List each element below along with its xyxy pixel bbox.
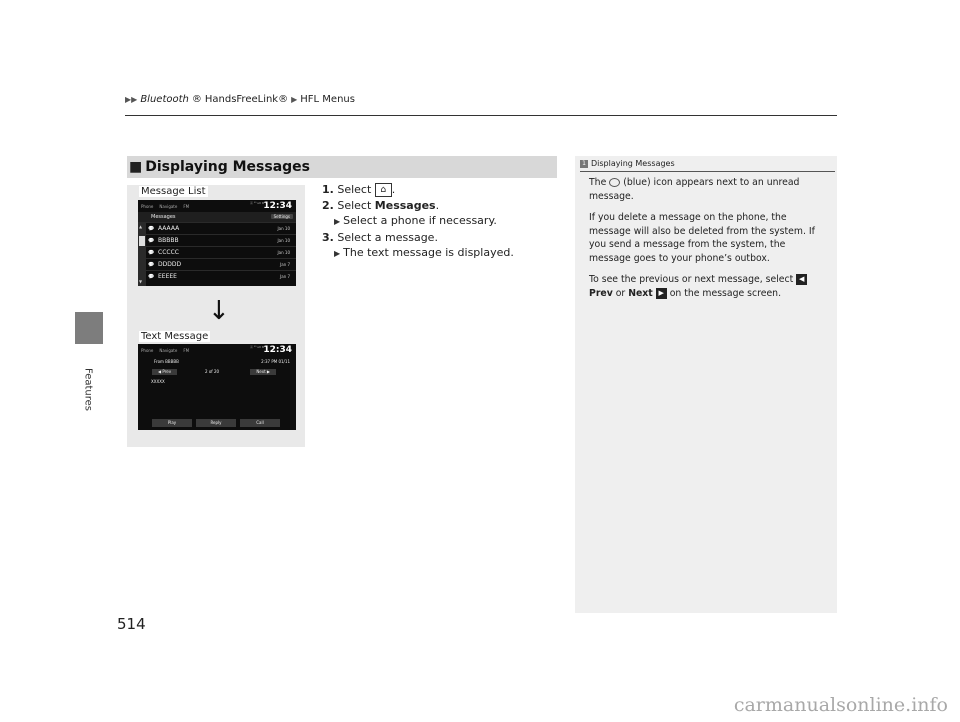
status-icons: Ⓐ ⁰⁰ ull 𝔹 xyxy=(249,201,264,205)
section-title: Displaying Messages xyxy=(145,159,311,175)
action-buttons xyxy=(152,419,280,427)
scroll-down-icon[interactable]: ▼ xyxy=(139,279,143,284)
breadcrumb-menus: HFL Menus xyxy=(300,94,355,105)
note-paragraph xyxy=(589,176,829,203)
step-subtext: Select a phone if necessary. xyxy=(343,214,497,227)
section-header xyxy=(127,156,557,178)
note-text: To see the previous or next message, select xyxy=(589,274,794,285)
steps xyxy=(322,182,514,262)
breadcrumb-hfl: HandsFreeLink® xyxy=(204,94,289,105)
from-sender: From BBBBB xyxy=(154,359,179,364)
note-title: Displaying Messages xyxy=(591,159,675,168)
step-1: 1. Select ⌂ . xyxy=(322,183,396,196)
watermark: carmanualsonline.info xyxy=(733,694,948,716)
step-number: 2. xyxy=(322,198,334,212)
arrow-icon: ▶ xyxy=(291,95,298,104)
step-text: Select xyxy=(337,183,372,196)
navigate-tab: Navigate xyxy=(159,203,178,209)
message-list-item[interactable] xyxy=(138,270,296,282)
scroll-up-icon[interactable]: ▲ xyxy=(139,224,143,229)
message-list-item[interactable] xyxy=(138,222,296,234)
message-bubble-icon: 💬 xyxy=(148,250,155,256)
note-text: or xyxy=(615,287,626,299)
message-list-screen xyxy=(138,200,296,286)
message-bubble-icon: 💬 xyxy=(148,262,155,268)
sender-name: BBBBB xyxy=(158,237,179,244)
text-message-screen xyxy=(138,344,296,430)
note-divider xyxy=(580,171,835,172)
fm-tab: FM xyxy=(183,347,190,353)
sender-name: DDDDD xyxy=(158,261,182,268)
chapter-tab xyxy=(75,312,103,344)
next-button[interactable]: Next ▶ xyxy=(250,369,276,375)
messages-title: Messages xyxy=(151,214,176,220)
message-date: Jan 10 xyxy=(277,238,290,243)
step-3-sub xyxy=(322,245,514,262)
navigate-tab: Navigate xyxy=(159,347,178,353)
note-paragraph: If you delete a message on the phone, the message will also be deleted from the system. If you send a message from the system, the message goes to your phone’s outbox. xyxy=(589,212,815,264)
note-text: on the message screen. xyxy=(669,287,782,299)
square-bullet-icon: ■ xyxy=(129,159,143,175)
sender-name: AAAAA xyxy=(158,225,180,232)
screen-topbar xyxy=(138,200,296,212)
clock: 12:34 xyxy=(263,345,292,355)
message-bubble-icon: 💬 xyxy=(148,274,155,280)
note-text: The xyxy=(589,177,607,188)
timestamp: 2:37 PM 01/11 xyxy=(261,359,290,364)
prev-button[interactable]: ◀ Prev xyxy=(152,369,177,375)
phone-tab: Phone xyxy=(141,203,154,209)
message-date: Jan 7 xyxy=(280,262,290,267)
registered-mark: ® xyxy=(191,94,202,105)
text-message-label: Text Message xyxy=(141,331,209,342)
step-2-sub xyxy=(322,213,514,230)
breadcrumb-bluetooth: Bluetooth xyxy=(140,94,189,105)
message-bubble-icon: 💬 xyxy=(148,226,155,232)
message-date: Jan 10 xyxy=(277,226,290,231)
arrow-icon: ▶ xyxy=(334,217,341,226)
breadcrumb xyxy=(125,94,355,105)
messages-title-bar xyxy=(138,212,296,222)
step-text: Select a message. xyxy=(337,230,438,244)
next-arrow-icon: ▶ xyxy=(656,288,667,299)
fm-tab: FM xyxy=(183,203,190,209)
status-icons: Ⓐ ⁰⁰ ull 𝔹 xyxy=(249,345,264,349)
step-number: 1. xyxy=(322,183,334,196)
arrow-icon: ▶ xyxy=(334,249,341,258)
message-list-item[interactable] xyxy=(138,234,296,246)
note-header xyxy=(575,156,837,171)
sender-name: CCCCC xyxy=(158,249,179,256)
message-list-label: Message List xyxy=(141,186,206,197)
page-number: 514 xyxy=(117,615,146,633)
message-list-item[interactable] xyxy=(138,246,296,258)
message-date: Jan 7 xyxy=(280,274,290,279)
play-button[interactable]: Play xyxy=(152,419,192,427)
message-list-item[interactable] xyxy=(138,258,296,270)
note-body xyxy=(589,176,829,308)
nav-bar xyxy=(138,367,296,376)
prev-label: Prev xyxy=(162,368,172,374)
next-label: Next xyxy=(628,287,653,299)
step-3 xyxy=(322,230,514,246)
next-label: Next xyxy=(256,368,266,374)
step-number: 3. xyxy=(322,230,334,244)
prev-label: Prev xyxy=(589,287,613,299)
step-2: 2. Select Messages. xyxy=(322,198,440,212)
message-body: XXXXX xyxy=(151,379,165,384)
reply-button[interactable]: Reply xyxy=(196,419,236,427)
message-bubble-icon: 💬 xyxy=(148,238,155,244)
note-badge-icon: 1 xyxy=(580,160,588,168)
down-arrow-icon: ↓ xyxy=(208,296,230,326)
note-paragraph xyxy=(589,273,829,300)
note-text: (blue) icon appears next to an unread message. xyxy=(589,177,800,202)
note-panel xyxy=(575,156,837,613)
message-counter: 2 of 20 xyxy=(205,369,220,374)
step-menu-name: Messages xyxy=(374,198,436,212)
arrow-icon: ▶▶ xyxy=(125,95,138,104)
screen-topbar xyxy=(138,344,296,356)
step-text: Select xyxy=(337,198,372,212)
sender-name: EEEEE xyxy=(158,273,177,280)
settings-button[interactable]: Settings xyxy=(271,214,293,219)
home-icon: ⌂ xyxy=(375,183,392,197)
message-list xyxy=(138,222,296,282)
phone-tab: Phone xyxy=(141,347,154,353)
clock: 12:34 xyxy=(263,201,292,211)
step-subtext: The text message is displayed. xyxy=(343,246,514,259)
chapter-label: Features xyxy=(82,368,94,411)
call-button[interactable]: Call xyxy=(240,419,280,427)
message-bubble-icon xyxy=(609,178,620,187)
from-bar xyxy=(138,356,296,367)
message-date: Jan 10 xyxy=(277,250,290,255)
header-divider xyxy=(125,115,837,116)
prev-arrow-icon: ◀ xyxy=(796,274,807,285)
